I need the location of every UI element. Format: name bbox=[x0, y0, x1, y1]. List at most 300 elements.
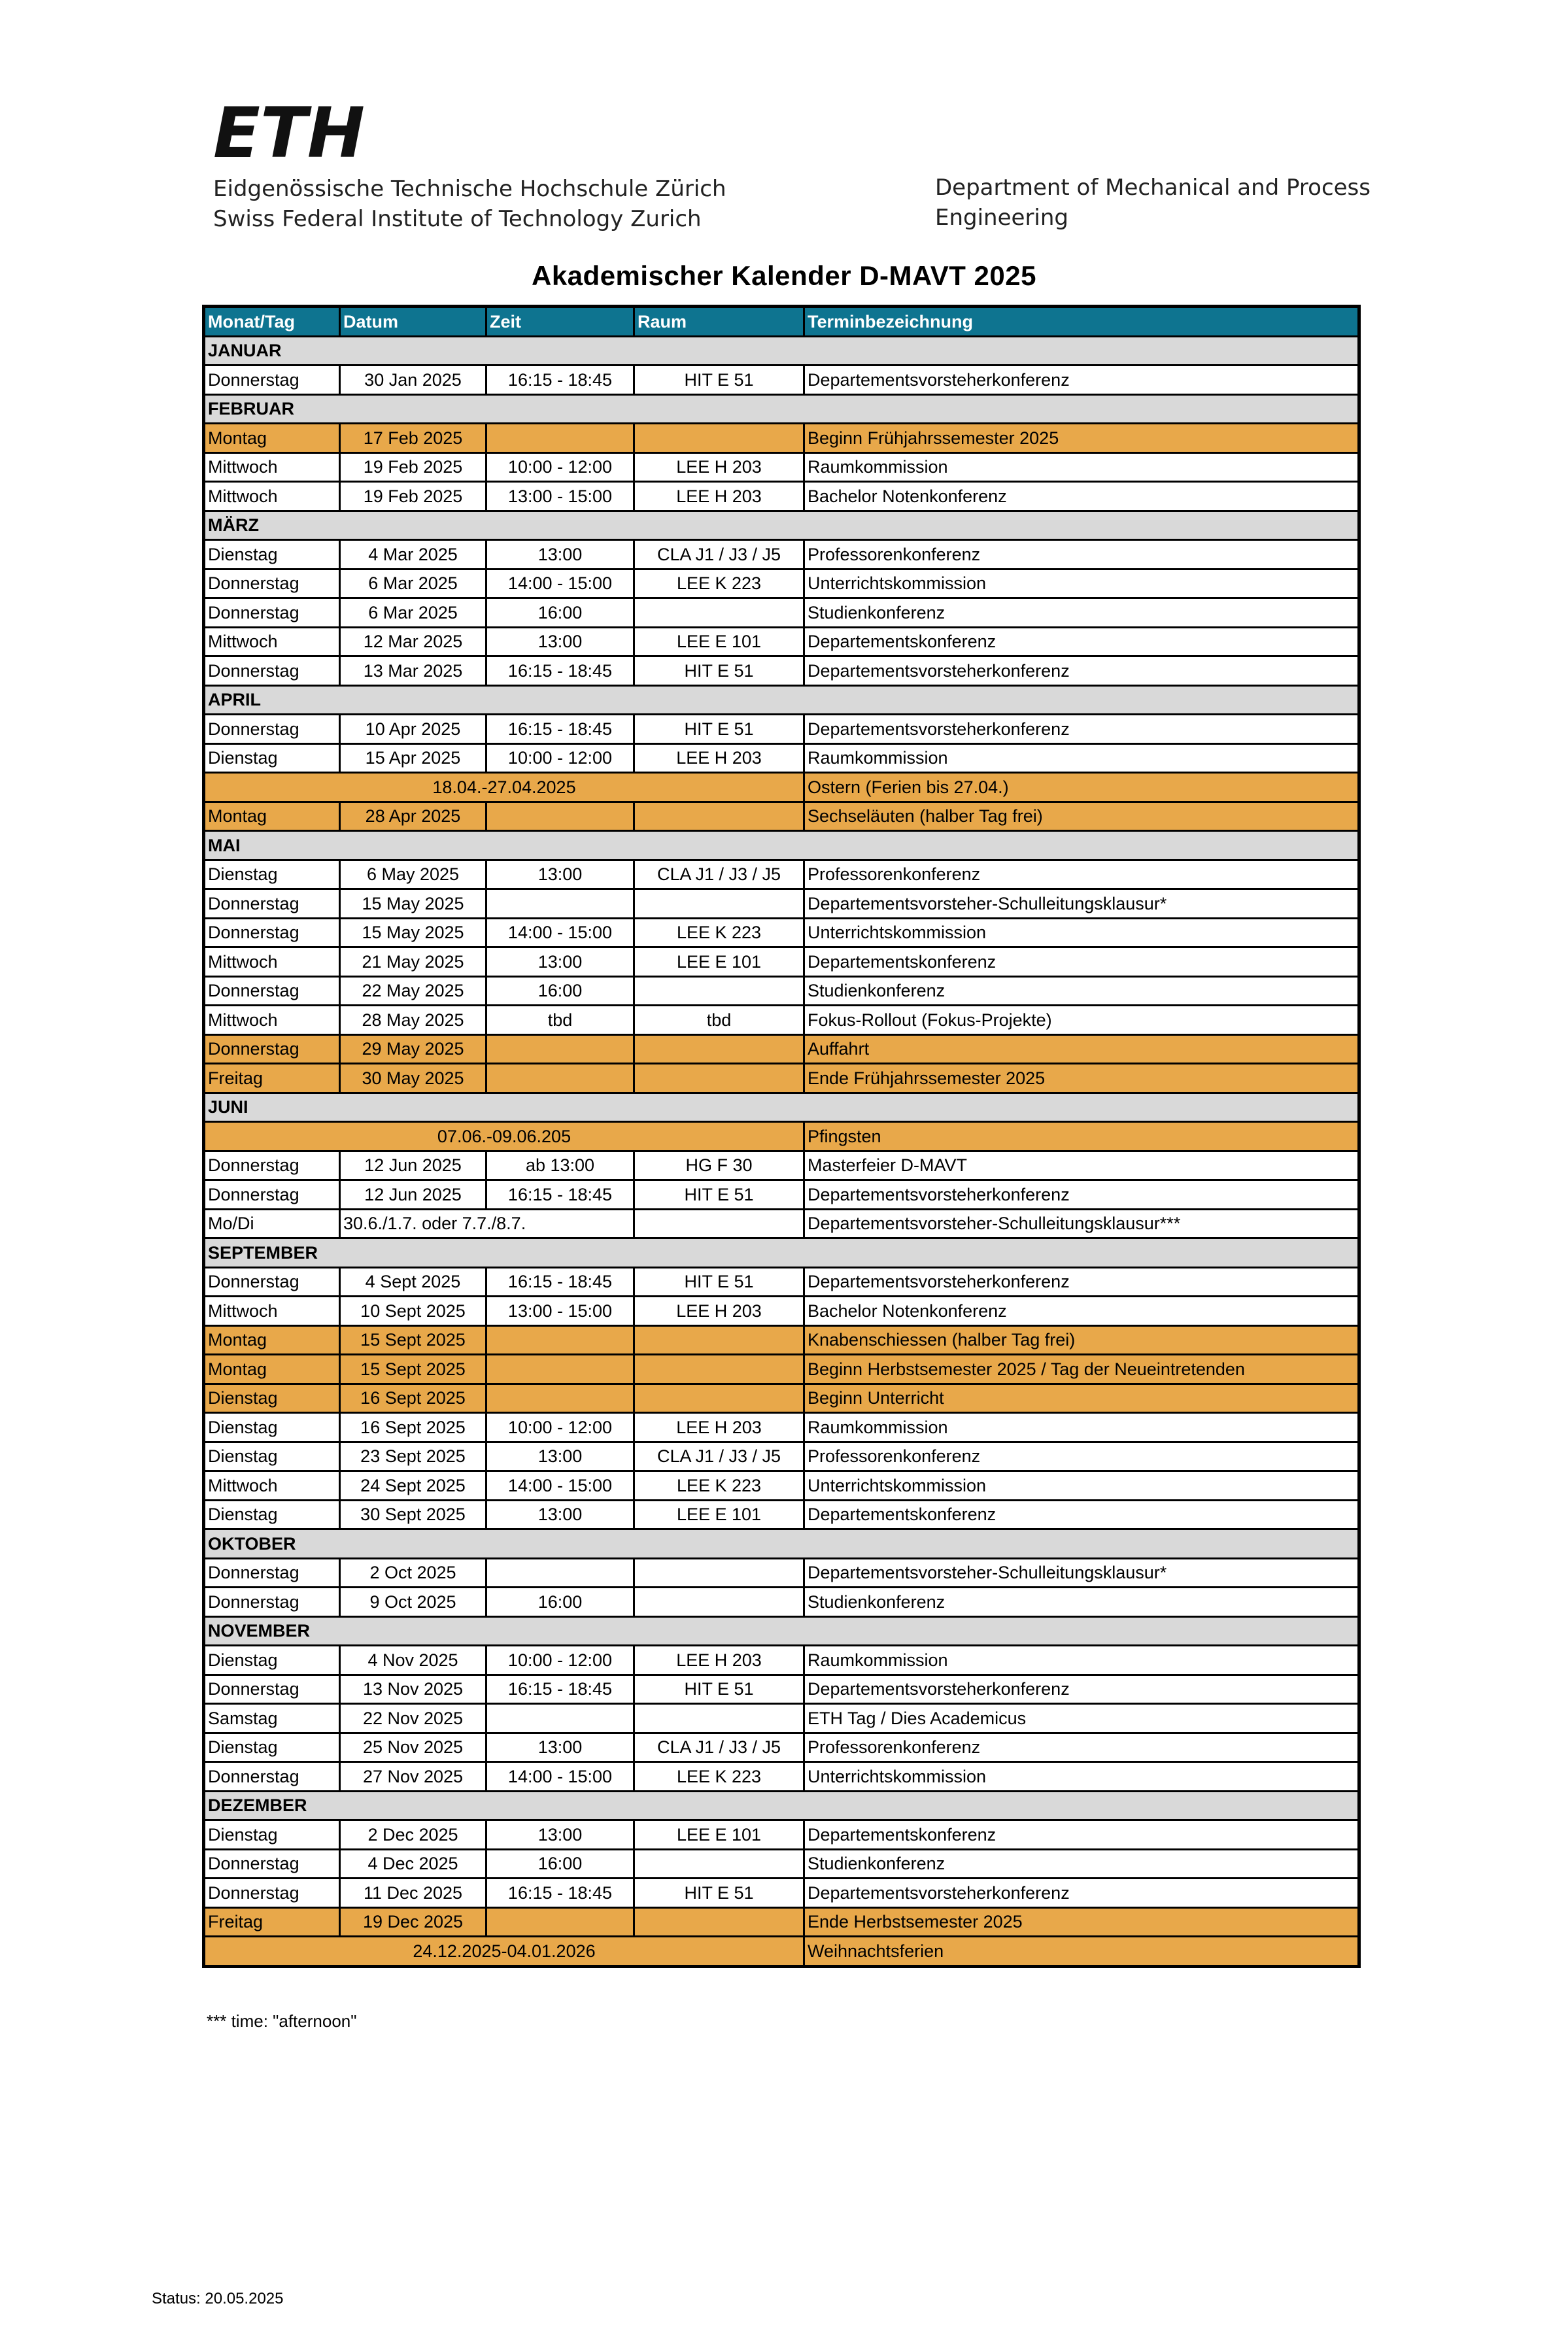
date-cell: 2 Oct 2025 bbox=[340, 1558, 486, 1588]
institution-line-de: Eidgenössische Technische Hochschule Zürich bbox=[213, 176, 726, 202]
day-cell: Dienstag bbox=[204, 540, 340, 570]
room-cell bbox=[634, 1325, 804, 1355]
date-cell: 15 Sept 2025 bbox=[340, 1355, 486, 1384]
date-cell: 25 Nov 2025 bbox=[340, 1733, 486, 1762]
event-cell: Fokus-Rollout (Fokus-Projekte) bbox=[804, 1006, 1359, 1035]
day-cell: Mittwoch bbox=[204, 452, 340, 482]
event-cell: Departementsvorsteher-Schulleitungsklausur*** bbox=[804, 1209, 1359, 1238]
table-row bbox=[204, 1006, 1359, 1035]
event-cell: Departementsvorsteherkonferenz bbox=[804, 715, 1359, 744]
time-cell: 13:00 bbox=[486, 1442, 634, 1471]
event-cell: Studienkonferenz bbox=[804, 598, 1359, 628]
time-cell: 14:00 - 15:00 bbox=[486, 569, 634, 598]
date-cell: 15 Sept 2025 bbox=[340, 1325, 486, 1355]
table-row bbox=[204, 1151, 1359, 1180]
time-cell: 10:00 - 12:00 bbox=[486, 1413, 634, 1442]
time-cell: 16:00 bbox=[486, 1849, 634, 1879]
col-header-month-day: Monat/Tag bbox=[204, 307, 340, 337]
room-cell: LEE H 203 bbox=[634, 1646, 804, 1675]
event-cell: Raumkommission bbox=[804, 1646, 1359, 1675]
event-cell: Raumkommission bbox=[804, 743, 1359, 773]
status-date: Status: 20.05.2025 bbox=[152, 2290, 284, 2307]
room-cell: HIT E 51 bbox=[634, 656, 804, 686]
time-cell: 13:00 - 15:00 bbox=[486, 482, 634, 511]
month-label: SEPTEMBER bbox=[204, 1238, 1359, 1268]
time-cell: 16:15 - 18:45 bbox=[486, 1675, 634, 1704]
date-range-cell: 07.06.-09.06.205 bbox=[204, 1122, 804, 1151]
event-cell: Masterfeier D-MAVT bbox=[804, 1151, 1359, 1180]
table-row bbox=[204, 1500, 1359, 1529]
day-cell: Dienstag bbox=[204, 1500, 340, 1529]
highlighted-row bbox=[204, 1907, 1359, 1937]
time-cell: 16:15 - 18:45 bbox=[486, 1879, 634, 1908]
day-cell: Mittwoch bbox=[204, 947, 340, 977]
room-cell bbox=[634, 1588, 804, 1617]
holiday-range-row bbox=[204, 1122, 1359, 1151]
room-cell bbox=[634, 889, 804, 919]
event-cell: Beginn Herbstsemester 2025 / Tag der Neueintretenden bbox=[804, 1355, 1359, 1384]
time-cell bbox=[486, 1325, 634, 1355]
month-label: FEBRUAR bbox=[204, 394, 1359, 424]
month-label: JUNI bbox=[204, 1093, 1359, 1122]
day-cell: Mittwoch bbox=[204, 482, 340, 511]
event-cell: Auffahrt bbox=[804, 1034, 1359, 1064]
event-cell: Departementsvorsteherkonferenz bbox=[804, 1180, 1359, 1210]
event-cell: Beginn Unterricht bbox=[804, 1384, 1359, 1413]
day-cell: Donnerstag bbox=[204, 366, 340, 395]
highlighted-row bbox=[204, 802, 1359, 831]
room-cell: LEE K 223 bbox=[634, 1471, 804, 1501]
room-cell: HIT E 51 bbox=[634, 1675, 804, 1704]
table-row bbox=[204, 1209, 1359, 1238]
page-title: Akademischer Kalender D-MAVT 2025 bbox=[531, 260, 1036, 291]
event-cell: Unterrichtskommission bbox=[804, 1762, 1359, 1792]
event-cell: ETH Tag / Dies Academicus bbox=[804, 1704, 1359, 1733]
time-cell: 13:00 bbox=[486, 1500, 634, 1529]
room-cell: LEE E 101 bbox=[634, 627, 804, 656]
time-cell bbox=[486, 424, 634, 453]
table-row bbox=[204, 918, 1359, 947]
room-cell: LEE E 101 bbox=[634, 1820, 804, 1850]
event-cell: Beginn Frühjahrssemester 2025 bbox=[804, 424, 1359, 453]
event-cell: Knabenschiessen (halber Tag frei) bbox=[804, 1325, 1359, 1355]
day-cell: Donnerstag bbox=[204, 656, 340, 686]
table-row bbox=[204, 1762, 1359, 1792]
date-cell: 16 Sept 2025 bbox=[340, 1384, 486, 1413]
day-cell: Donnerstag bbox=[204, 1588, 340, 1617]
time-cell bbox=[486, 1558, 634, 1588]
month-row bbox=[204, 1529, 1359, 1559]
day-cell: Dienstag bbox=[204, 1733, 340, 1762]
date-cell: 21 May 2025 bbox=[340, 947, 486, 977]
highlighted-row bbox=[204, 1064, 1359, 1093]
room-cell: CLA J1 / J3 / J5 bbox=[634, 1442, 804, 1471]
room-cell bbox=[634, 424, 804, 453]
event-cell: Departementskonferenz bbox=[804, 1820, 1359, 1850]
event-cell: Ende Frühjahrssemester 2025 bbox=[804, 1064, 1359, 1093]
day-cell: Donnerstag bbox=[204, 598, 340, 628]
date-cell: 19 Feb 2025 bbox=[340, 452, 486, 482]
time-cell bbox=[486, 1064, 634, 1093]
time-cell bbox=[486, 802, 634, 831]
event-cell: Raumkommission bbox=[804, 452, 1359, 482]
event-cell: Departementsvorsteherkonferenz bbox=[804, 1267, 1359, 1297]
room-cell: HG F 30 bbox=[634, 1151, 804, 1180]
day-cell: Dienstag bbox=[204, 1384, 340, 1413]
date-cell: 19 Feb 2025 bbox=[340, 482, 486, 511]
date-range-cell: 24.12.2025-04.01.2026 bbox=[204, 1937, 804, 1967]
time-cell bbox=[486, 889, 634, 919]
time-cell: 16:15 - 18:45 bbox=[486, 1180, 634, 1210]
month-label: OKTOBER bbox=[204, 1529, 1359, 1559]
time-cell: 13:00 bbox=[486, 1820, 634, 1850]
table-row bbox=[204, 1442, 1359, 1471]
date-cell: 9 Oct 2025 bbox=[340, 1588, 486, 1617]
room-cell bbox=[634, 1558, 804, 1588]
table-row bbox=[204, 976, 1359, 1006]
table-row bbox=[204, 1297, 1359, 1326]
room-cell: HIT E 51 bbox=[634, 715, 804, 744]
date-cell: 15 Apr 2025 bbox=[340, 743, 486, 773]
event-cell: Departementsvorsteherkonferenz bbox=[804, 1675, 1359, 1704]
time-cell: 14:00 - 15:00 bbox=[486, 1762, 634, 1792]
event-cell: Departementskonferenz bbox=[804, 1500, 1359, 1529]
month-row bbox=[204, 1616, 1359, 1646]
table-row bbox=[204, 1267, 1359, 1297]
table-row bbox=[204, 1733, 1359, 1762]
table-row bbox=[204, 1558, 1359, 1588]
highlighted-row bbox=[204, 1325, 1359, 1355]
month-label: NOVEMBER bbox=[204, 1616, 1359, 1646]
table-row bbox=[204, 715, 1359, 744]
room-cell: LEE H 203 bbox=[634, 1297, 804, 1326]
event-cell: Departementskonferenz bbox=[804, 947, 1359, 977]
event-cell: Professorenkonferenz bbox=[804, 1733, 1359, 1762]
day-cell: Montag bbox=[204, 802, 340, 831]
date-cell: 2 Dec 2025 bbox=[340, 1820, 486, 1850]
month-label: MÄRZ bbox=[204, 511, 1359, 540]
time-cell: 16:00 bbox=[486, 1588, 634, 1617]
date-cell: 22 Nov 2025 bbox=[340, 1704, 486, 1733]
table-row bbox=[204, 540, 1359, 570]
date-cell: 4 Mar 2025 bbox=[340, 540, 486, 570]
event-cell: Bachelor Notenkonferenz bbox=[804, 482, 1359, 511]
date-cell: 6 Mar 2025 bbox=[340, 598, 486, 628]
col-header-room: Raum bbox=[634, 307, 804, 337]
month-row bbox=[204, 1791, 1359, 1820]
department-line-2: Engineering bbox=[935, 205, 1068, 231]
room-cell: LEE H 203 bbox=[634, 482, 804, 511]
event-cell: Unterrichtskommission bbox=[804, 1471, 1359, 1501]
day-cell: Freitag bbox=[204, 1064, 340, 1093]
table-row bbox=[204, 1675, 1359, 1704]
room-cell: HIT E 51 bbox=[634, 1879, 804, 1908]
time-cell: ab 13:00 bbox=[486, 1151, 634, 1180]
table-row bbox=[204, 1413, 1359, 1442]
date-cell: 4 Dec 2025 bbox=[340, 1849, 486, 1879]
table-row bbox=[204, 860, 1359, 889]
highlighted-row bbox=[204, 424, 1359, 453]
room-cell: LEE K 223 bbox=[634, 1762, 804, 1792]
time-cell: 10:00 - 12:00 bbox=[486, 1646, 634, 1675]
day-cell: Donnerstag bbox=[204, 1849, 340, 1879]
department-line-1: Department of Mechanical and Process bbox=[935, 175, 1371, 201]
table-row bbox=[204, 452, 1359, 482]
date-cell: 13 Nov 2025 bbox=[340, 1675, 486, 1704]
time-cell: 13:00 - 15:00 bbox=[486, 1297, 634, 1326]
event-cell: Pfingsten bbox=[804, 1122, 1359, 1151]
table-row bbox=[204, 1646, 1359, 1675]
date-cell: 23 Sept 2025 bbox=[340, 1442, 486, 1471]
month-row bbox=[204, 511, 1359, 540]
event-cell: Departementskonferenz bbox=[804, 627, 1359, 656]
day-cell: Freitag bbox=[204, 1907, 340, 1937]
event-cell: Unterrichtskommission bbox=[804, 569, 1359, 598]
month-row bbox=[204, 394, 1359, 424]
event-cell: Departementsvorsteherkonferenz bbox=[804, 656, 1359, 686]
room-cell bbox=[634, 1907, 804, 1937]
time-cell: 14:00 - 15:00 bbox=[486, 918, 634, 947]
room-cell bbox=[634, 802, 804, 831]
date-cell: 29 May 2025 bbox=[340, 1034, 486, 1064]
table-row bbox=[204, 1471, 1359, 1501]
day-cell: Donnerstag bbox=[204, 889, 340, 919]
event-cell: Sechseläuten (halber Tag frei) bbox=[804, 802, 1359, 831]
table-row bbox=[204, 482, 1359, 511]
room-cell: LEE E 101 bbox=[634, 947, 804, 977]
event-cell: Raumkommission bbox=[804, 1413, 1359, 1442]
room-cell: CLA J1 / J3 / J5 bbox=[634, 1733, 804, 1762]
table-row bbox=[204, 1180, 1359, 1210]
time-cell bbox=[486, 1704, 634, 1733]
date-range-cell: 18.04.-27.04.2025 bbox=[204, 773, 804, 802]
institution-line-en: Swiss Federal Institute of Technology Zurich bbox=[213, 206, 702, 232]
table-row bbox=[204, 743, 1359, 773]
time-cell: 13:00 bbox=[486, 947, 634, 977]
date-cell: 13 Mar 2025 bbox=[340, 656, 486, 686]
room-cell bbox=[634, 1034, 804, 1064]
table-row bbox=[204, 1820, 1359, 1850]
event-cell: Departementsvorsteher-Schulleitungsklausur* bbox=[804, 1558, 1359, 1588]
col-header-event: Terminbezeichnung bbox=[804, 307, 1359, 337]
day-cell: Donnerstag bbox=[204, 918, 340, 947]
day-cell: Donnerstag bbox=[204, 1034, 340, 1064]
event-cell: Bachelor Notenkonferenz bbox=[804, 1297, 1359, 1326]
time-cell: 14:00 - 15:00 bbox=[486, 1471, 634, 1501]
time-cell: tbd bbox=[486, 1006, 634, 1035]
time-cell: 16:00 bbox=[486, 598, 634, 628]
table-row bbox=[204, 947, 1359, 977]
event-cell: Studienkonferenz bbox=[804, 976, 1359, 1006]
date-cell: 30 Sept 2025 bbox=[340, 1500, 486, 1529]
room-cell: LEE H 203 bbox=[634, 452, 804, 482]
date-cell: 30 May 2025 bbox=[340, 1064, 486, 1093]
day-cell: Mittwoch bbox=[204, 627, 340, 656]
footnote: *** time: "afternoon" bbox=[207, 2011, 357, 2031]
month-label: DEZEMBER bbox=[204, 1791, 1359, 1820]
date-cell: 24 Sept 2025 bbox=[340, 1471, 486, 1501]
date-cell: 6 Mar 2025 bbox=[340, 569, 486, 598]
date-cell: 28 Apr 2025 bbox=[340, 802, 486, 831]
table-row bbox=[204, 1704, 1359, 1733]
table-row bbox=[204, 889, 1359, 919]
room-cell: LEE H 203 bbox=[634, 743, 804, 773]
month-label: APRIL bbox=[204, 685, 1359, 715]
time-cell: 10:00 - 12:00 bbox=[486, 743, 634, 773]
room-cell bbox=[634, 1209, 804, 1238]
date-cell: 15 May 2025 bbox=[340, 918, 486, 947]
day-cell: Donnerstag bbox=[204, 1675, 340, 1704]
time-cell: 13:00 bbox=[486, 860, 634, 889]
event-cell: Studienkonferenz bbox=[804, 1849, 1359, 1879]
month-row bbox=[204, 1093, 1359, 1122]
table-header-row bbox=[204, 307, 1359, 337]
time-cell: 16:00 bbox=[486, 976, 634, 1006]
time-cell: 13:00 bbox=[486, 540, 634, 570]
month-row bbox=[204, 831, 1359, 860]
holiday-range-row bbox=[204, 773, 1359, 802]
event-cell: Professorenkonferenz bbox=[804, 1442, 1359, 1471]
room-cell: CLA J1 / J3 / J5 bbox=[634, 860, 804, 889]
date-cell: 6 May 2025 bbox=[340, 860, 486, 889]
table-row bbox=[204, 627, 1359, 656]
day-cell: Donnerstag bbox=[204, 1267, 340, 1297]
time-cell: 13:00 bbox=[486, 627, 634, 656]
day-cell: Donnerstag bbox=[204, 715, 340, 744]
room-cell: HIT E 51 bbox=[634, 1180, 804, 1210]
event-cell: Weihnachtsferien bbox=[804, 1937, 1359, 1967]
time-cell: 13:00 bbox=[486, 1733, 634, 1762]
event-cell: Ende Herbstsemester 2025 bbox=[804, 1907, 1359, 1937]
date-cell: 30.6./1.7. oder 7.7./8.7. bbox=[340, 1209, 634, 1238]
day-cell: Dienstag bbox=[204, 1820, 340, 1850]
day-cell: Montag bbox=[204, 1325, 340, 1355]
room-cell bbox=[634, 1355, 804, 1384]
day-cell: Mo/Di bbox=[204, 1209, 340, 1238]
table-row bbox=[204, 1849, 1359, 1879]
room-cell bbox=[634, 598, 804, 628]
table-row bbox=[204, 569, 1359, 598]
day-cell: Donnerstag bbox=[204, 976, 340, 1006]
day-cell: Dienstag bbox=[204, 860, 340, 889]
room-cell: CLA J1 / J3 / J5 bbox=[634, 540, 804, 570]
table-row bbox=[204, 366, 1359, 395]
date-cell: 10 Apr 2025 bbox=[340, 715, 486, 744]
holiday-range-row bbox=[204, 1937, 1359, 1967]
day-cell: Montag bbox=[204, 1355, 340, 1384]
day-cell: Dienstag bbox=[204, 1442, 340, 1471]
time-cell: 10:00 - 12:00 bbox=[486, 452, 634, 482]
day-cell: Donnerstag bbox=[204, 1558, 340, 1588]
month-row bbox=[204, 336, 1359, 366]
room-cell: HIT E 51 bbox=[634, 1267, 804, 1297]
time-cell bbox=[486, 1384, 634, 1413]
date-cell: 27 Nov 2025 bbox=[340, 1762, 486, 1792]
eth-logo bbox=[213, 103, 370, 161]
event-cell: Unterrichtskommission bbox=[804, 918, 1359, 947]
date-cell: 22 May 2025 bbox=[340, 976, 486, 1006]
date-cell: 30 Jan 2025 bbox=[340, 366, 486, 395]
day-cell: Mittwoch bbox=[204, 1471, 340, 1501]
event-cell: Professorenkonferenz bbox=[804, 540, 1359, 570]
time-cell: 16:15 - 18:45 bbox=[486, 656, 634, 686]
room-cell bbox=[634, 1384, 804, 1413]
event-cell: Professorenkonferenz bbox=[804, 860, 1359, 889]
date-cell: 11 Dec 2025 bbox=[340, 1879, 486, 1908]
event-cell: Departementsvorsteherkonferenz bbox=[804, 1879, 1359, 1908]
time-cell: 16:15 - 18:45 bbox=[486, 715, 634, 744]
date-cell: 16 Sept 2025 bbox=[340, 1413, 486, 1442]
day-cell: Montag bbox=[204, 424, 340, 453]
event-cell: Ostern (Ferien bis 27.04.) bbox=[804, 773, 1359, 802]
room-cell: LEE E 101 bbox=[634, 1500, 804, 1529]
room-cell: LEE K 223 bbox=[634, 569, 804, 598]
room-cell: LEE H 203 bbox=[634, 1413, 804, 1442]
date-cell: 10 Sept 2025 bbox=[340, 1297, 486, 1326]
date-cell: 4 Nov 2025 bbox=[340, 1646, 486, 1675]
room-cell: tbd bbox=[634, 1006, 804, 1035]
day-cell: Dienstag bbox=[204, 743, 340, 773]
calendar-body bbox=[204, 336, 1359, 1966]
highlighted-row bbox=[204, 1384, 1359, 1413]
day-cell: Donnerstag bbox=[204, 1762, 340, 1792]
date-cell: 12 Mar 2025 bbox=[340, 627, 486, 656]
col-header-time: Zeit bbox=[486, 307, 634, 337]
institution-name bbox=[213, 174, 726, 234]
month-label: MAI bbox=[204, 831, 1359, 860]
time-cell bbox=[486, 1907, 634, 1937]
date-cell: 4 Sept 2025 bbox=[340, 1267, 486, 1297]
date-cell: 17 Feb 2025 bbox=[340, 424, 486, 453]
room-cell: HIT E 51 bbox=[634, 366, 804, 395]
month-label: JANUAR bbox=[204, 336, 1359, 366]
day-cell: Mittwoch bbox=[204, 1006, 340, 1035]
table-row bbox=[204, 598, 1359, 628]
room-cell bbox=[634, 1064, 804, 1093]
day-cell: Donnerstag bbox=[204, 569, 340, 598]
date-cell: 12 Jun 2025 bbox=[340, 1180, 486, 1210]
table-row bbox=[204, 1879, 1359, 1908]
time-cell bbox=[486, 1355, 634, 1384]
department-name bbox=[935, 173, 1371, 233]
date-cell: 28 May 2025 bbox=[340, 1006, 486, 1035]
month-row bbox=[204, 1238, 1359, 1268]
room-cell bbox=[634, 976, 804, 1006]
event-cell: Departementsvorsteher-Schulleitungsklausur* bbox=[804, 889, 1359, 919]
room-cell bbox=[634, 1704, 804, 1733]
event-cell: Studienkonferenz bbox=[804, 1588, 1359, 1617]
table-row bbox=[204, 656, 1359, 686]
day-cell: Dienstag bbox=[204, 1646, 340, 1675]
month-row bbox=[204, 685, 1359, 715]
calendar-table bbox=[202, 305, 1361, 1968]
highlighted-row bbox=[204, 1355, 1359, 1384]
time-cell: 16:15 - 18:45 bbox=[486, 1267, 634, 1297]
highlighted-row bbox=[204, 1034, 1359, 1064]
day-cell: Donnerstag bbox=[204, 1151, 340, 1180]
day-cell: Samstag bbox=[204, 1704, 340, 1733]
col-header-date: Datum bbox=[340, 307, 486, 337]
time-cell bbox=[486, 1034, 634, 1064]
day-cell: Donnerstag bbox=[204, 1879, 340, 1908]
event-cell: Departementsvorsteherkonferenz bbox=[804, 366, 1359, 395]
room-cell bbox=[634, 1849, 804, 1879]
eth-logo-text: ETH bbox=[213, 103, 365, 161]
day-cell: Dienstag bbox=[204, 1413, 340, 1442]
date-cell: 12 Jun 2025 bbox=[340, 1151, 486, 1180]
table-row bbox=[204, 1588, 1359, 1617]
day-cell: Mittwoch bbox=[204, 1297, 340, 1326]
